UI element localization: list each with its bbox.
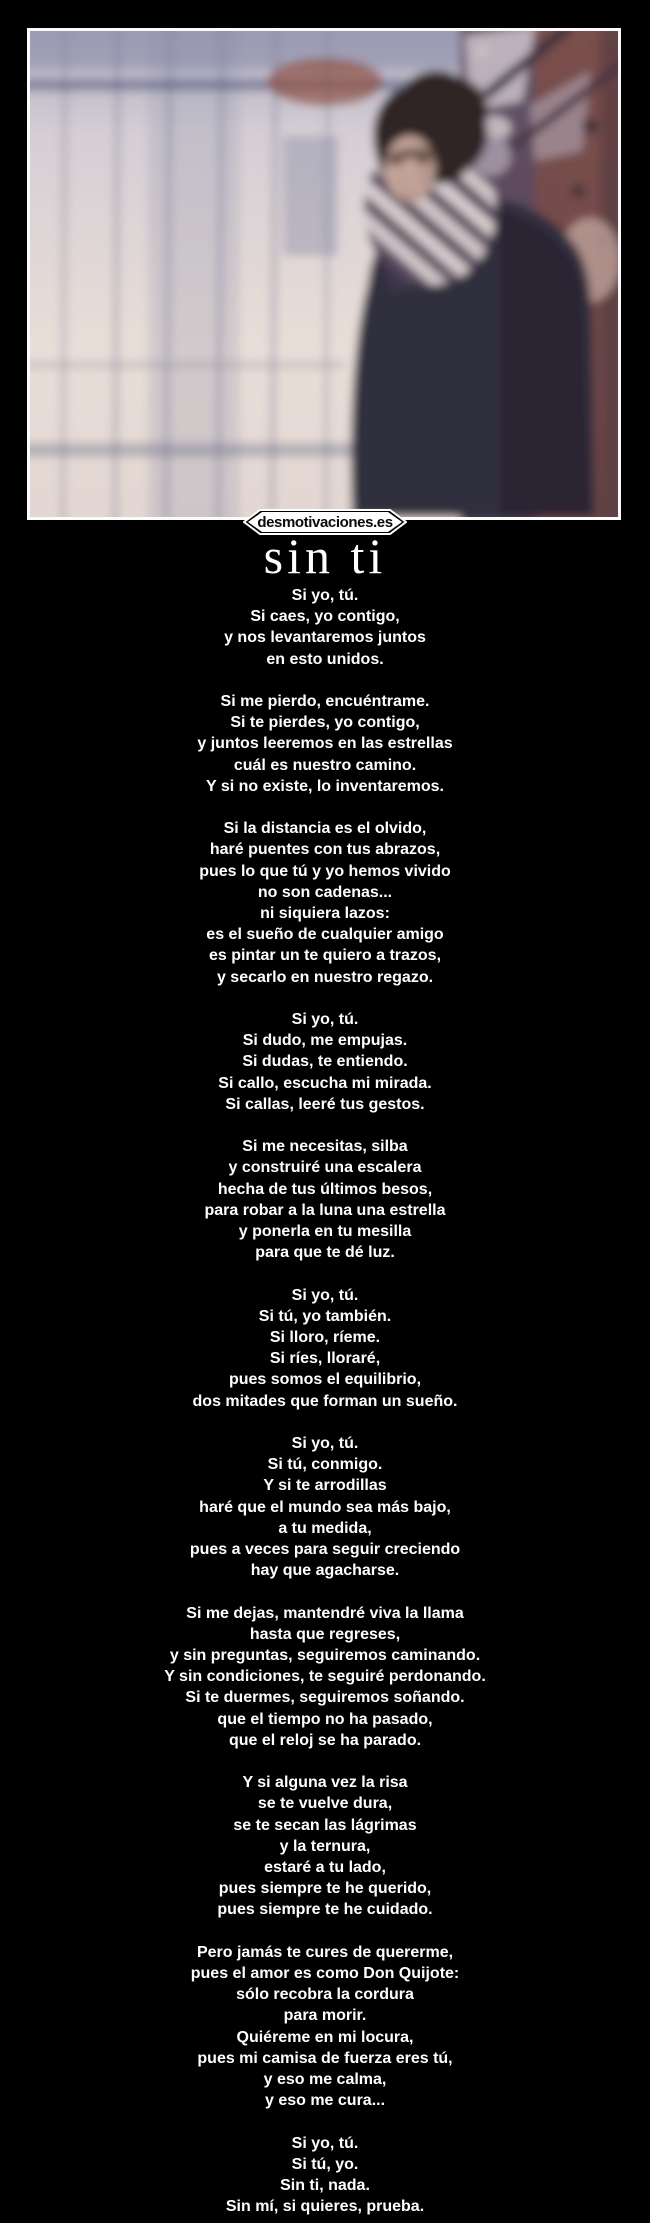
poem-line: que el reloj se ha parado. — [228, 1731, 422, 1749]
poem-line: pues lo que tú y yo hemos vivido — [199, 862, 451, 880]
poem-line: Si dudo, me empujas. — [242, 1032, 408, 1050]
poem-line: Si tú, yo. — [291, 2155, 359, 2173]
poem-line: Si lloro, ríeme. — [269, 1329, 381, 1347]
poem-line: en esto unidos. — [266, 650, 384, 668]
poem-line: Si te duermes, seguiremos soñando. — [185, 1689, 465, 1707]
poem — [0, 585, 650, 2223]
poem-line: Si yo, tú. — [291, 1435, 359, 1453]
poem-line: hay que agacharse. — [250, 1562, 400, 1580]
poem-stanza — [0, 1136, 650, 1263]
poem-line: se te vuelve dura, — [257, 1795, 393, 1813]
poem-line: pues el amor es como Don Quijote: — [190, 1965, 460, 1983]
poem-line: es el sueño de cualquier amigo — [206, 926, 444, 944]
poem-line: para robar a la luna una estrella — [204, 1201, 446, 1219]
poem-line: Si me dejas, mantendré viva la llama — [186, 1604, 464, 1622]
poem-line: estaré a tu lado, — [264, 1859, 386, 1877]
poem-line: pues a veces para seguir creciendo — [189, 1541, 461, 1559]
poem-line: Si caes, yo contigo, — [250, 608, 400, 626]
poem-line: Si dudas, te entiendo. — [242, 1053, 408, 1071]
poem-line: para que te dé luz. — [255, 1244, 395, 1262]
poem-line: para morir. — [283, 2007, 367, 2025]
page-title: sin ti — [263, 528, 387, 584]
poem-line: pues siempre te he cuidado. — [217, 1901, 433, 1919]
poem-line: y eso me calma, — [263, 2071, 387, 2089]
poem-line: haré que el mundo sea más bajo, — [199, 1498, 451, 1516]
poem-line: Si yo, tú. — [291, 1286, 359, 1304]
poem-line: Y si no existe, lo inventaremos. — [205, 777, 444, 795]
poem-line: Si tú, conmigo. — [267, 1456, 383, 1474]
poem-line: sólo recobra la cordura — [236, 1986, 414, 2004]
poem-line: y secarlo en nuestro regazo. — [216, 968, 434, 986]
poem-line: Si tú, yo también. — [258, 1307, 392, 1325]
poem-line: hasta que regreses, — [249, 1625, 401, 1643]
poem-line: Si callo, escucha mi mirada. — [218, 1074, 432, 1092]
poem-stanza — [0, 1009, 650, 1115]
poem-line: y juntos leeremos en las estrellas — [197, 735, 453, 753]
poem-line: hecha de tus últimos besos, — [217, 1180, 433, 1198]
poem-stanza — [0, 691, 650, 797]
poem-line: y eso me cura... — [264, 2092, 386, 2110]
poem-line: y sin preguntas, seguiremos caminando. — [169, 1647, 481, 1665]
poem-line: Sin ti, nada. — [280, 2177, 370, 2195]
watermark-label: desmotivaciones.es — [257, 514, 393, 531]
poem-line: Y si alguna vez la risa — [242, 1774, 408, 1792]
photo — [30, 31, 618, 517]
poem-line: Y sin condiciones, te seguiré perdonando. — [164, 1668, 486, 1686]
poem-line: Y si te arrodillas — [263, 1477, 387, 1495]
poem-line: pues mi camisa de fuerza eres tú, — [197, 2049, 453, 2067]
photo-frame — [27, 28, 621, 520]
poem-line: que el tiempo no ha pasado, — [217, 1710, 433, 1728]
poem-line: y la ternura, — [279, 1837, 371, 1855]
poem-line: y nos levantaremos juntos — [224, 629, 426, 647]
poem-line: pues somos el equilibrio, — [228, 1371, 422, 1389]
poem-line: cuál es nuestro camino. — [233, 756, 417, 774]
poem-stanza — [0, 1772, 650, 1920]
poem-stanza — [0, 585, 650, 670]
poem-line: dos mitades que forman un sueño. — [192, 1392, 458, 1410]
poem-line: haré puentes con tus abrazos, — [209, 841, 441, 859]
poem-line: ni siquiera lazos: — [260, 905, 390, 923]
poem-line: Quiéreme en mi locura, — [236, 2028, 414, 2046]
poem-line: Si yo, tú. — [291, 1011, 359, 1029]
poem-line: Si ríes, lloraré, — [269, 1350, 381, 1368]
poem-line: es pintar un te quiero a trazos, — [208, 947, 442, 965]
poem-line: se te secan las lágrimas — [233, 1816, 417, 1834]
poem-line: Si yo, tú. — [291, 587, 359, 604]
poem-line: y construiré una escalera — [228, 1159, 422, 1177]
poem-line: Si yo, tú. — [291, 2134, 359, 2152]
poem-line: a tu medida, — [278, 1519, 372, 1537]
poem-line: Si me pierdo, encuéntrame. — [220, 693, 430, 710]
poem-line: y ponerla en tu mesilla — [238, 1223, 412, 1241]
poem-line: Sin mí, si quieres, prueba. — [225, 2198, 425, 2216]
poem-stanza — [0, 1433, 650, 1581]
poem-line: Si callas, leeré tus gestos. — [225, 1095, 425, 1113]
poem-stanza — [0, 1603, 650, 1751]
poem-line: Si me necesitas, silba — [242, 1138, 408, 1156]
poem-stanza — [0, 818, 650, 988]
poem-line: Pero jamás te cures de quererme, — [196, 1943, 454, 1961]
poem-stanza — [0, 1942, 650, 2112]
poem-line: no son cadenas... — [257, 883, 393, 901]
poem-line: Si te pierdes, yo contigo, — [230, 714, 420, 732]
poem-stanza — [0, 2133, 650, 2218]
poem-line: Si la distancia es el olvido, — [223, 820, 427, 838]
poem-line: pues siempre te he querido, — [218, 1880, 432, 1898]
poem-stanza — [0, 1285, 650, 1412]
